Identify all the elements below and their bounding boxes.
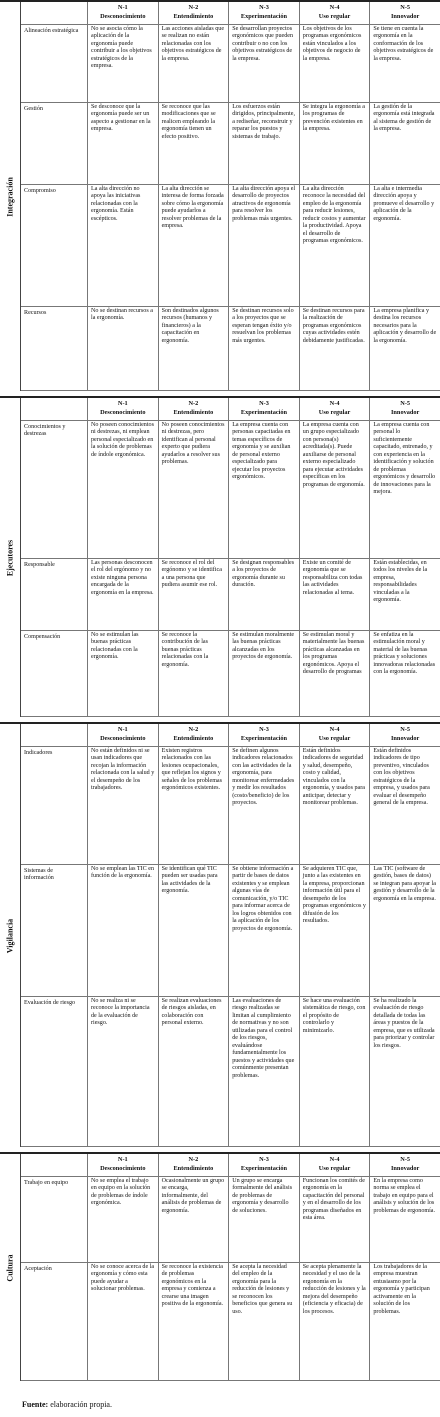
level-code: N-2: [188, 4, 199, 11]
level-description-cell: No se asocia cómo la aplicación de la ergonomía puede contribuir a los objetivos estratégicos de la empresa.: [88, 25, 159, 103]
level-code: N-1: [117, 4, 128, 11]
dimension-cell: Evaluación de riesgo: [21, 997, 88, 1147]
level-name: Innovador: [390, 408, 420, 416]
level-code: N-4: [329, 4, 340, 11]
level-description-cell: Se adquieren TIC que, junto a las existentes en la empresa, proporcionan información útil para el desempeño de los programas ergonómicos y difusión de los resultados.: [299, 865, 370, 997]
level-description-cell: Ocasionalmente un grupo se encarga, informalmente, del análisis de problemas de ergonomía.: [158, 1177, 229, 1263]
level-description-cell: Las personas desconocen el rol del ergónomo y no existe ninguna persona encargada de la ergonomía en la empresa.: [88, 559, 159, 631]
dimension-cell: Recursos: [21, 307, 88, 391]
header-blank: [21, 1154, 88, 1177]
level-header: [299, 2, 370, 25]
table-row: [21, 421, 440, 559]
level-code: N-3: [259, 4, 269, 11]
section-ejecutores: [0, 396, 440, 717]
level-name: Experimentación: [240, 408, 288, 416]
source-text: elaboración propia.: [48, 1400, 112, 1409]
level-name: Uso regular: [318, 1164, 351, 1172]
maturity-table: [20, 2, 440, 391]
level-name: Entendimiento: [173, 1164, 214, 1172]
level-header: [158, 398, 229, 421]
dimension-cell: Indicadores: [21, 747, 88, 865]
table-row: [21, 1177, 440, 1263]
level-description-cell: La empresa cuenta con un grupo especializado con persona(s) acreditada(s). Puede auxiliarse de personal externo especializado para ejecutar actividades específicas en los programas de ergonomía.: [299, 421, 370, 559]
level-header: [370, 398, 440, 421]
level-description-cell: Se destinan recursos solo a los proyectos que se esperan tengan éxito y/o resuelvan los problemas más urgentes.: [229, 307, 300, 391]
level-header: [88, 1154, 159, 1177]
level-name: Desconocimiento: [100, 1164, 146, 1172]
level-name: Experimentación: [240, 734, 288, 742]
level-code: N-3: [259, 726, 269, 733]
section-side-label: [0, 1154, 21, 1381]
level-header: [370, 724, 440, 747]
level-code: N-2: [188, 400, 199, 407]
level-code: N-2: [188, 726, 199, 733]
table-row: [21, 997, 440, 1147]
level-description-cell: Se reconoce que las modificaciones que se realicen empleando la ergonomía tienen un efecto positivo.: [158, 103, 229, 185]
level-description-cell: Se realizan evaluaciones de riesgos aisladas, en colaboración con personal externo.: [158, 997, 229, 1147]
level-description-cell: La alta dirección no apoya las iniciativas relacionadas con la ergonomía. Están escépticos.: [88, 185, 159, 307]
table-row: [21, 25, 440, 103]
level-description-cell: No poseen conocimientos ni destrezas, pero identifican al personal experto que pudiera ayudarlos a resolver sus problemas.: [158, 421, 229, 559]
level-code: N-3: [259, 1156, 269, 1163]
level-name: Desconocimiento: [100, 408, 146, 416]
level-header: [229, 398, 300, 421]
level-description-cell: Los esfuerzos están dirigidos, principalmente, a rediseñar, reconstruir y reparar los puestos y sistemas de trabajo.: [229, 103, 300, 185]
table-row: [21, 631, 440, 717]
level-header: [158, 724, 229, 747]
level-code: N-2: [188, 1156, 199, 1163]
level-description-cell: La empresa cuenta con personas capacitadas en temas específicos de ergonomía y se auxilian de personal externo especializado para ejecutar los proyectos ergonómicos.: [229, 421, 300, 559]
level-description-cell: La alta dirección reconoce la necesidad del empleo de la ergonomía para reducir lesiones, reducir costos y aumentar la productividad. Apoya el desarrollo de programas ergonómicos.: [299, 185, 370, 307]
level-name: Desconocimiento: [100, 12, 146, 20]
level-header: [158, 2, 229, 25]
level-description-cell: La alta dirección apoya el desarrollo de proyectos atractivos de ergonomía para resolver los problemas más urgentes.: [229, 185, 300, 307]
level-header: [88, 724, 159, 747]
table-row: [21, 307, 440, 391]
level-description-cell: La gestión de la ergonomía está integrada al sistema de gestión de la empresa.: [370, 103, 440, 185]
level-header: [370, 2, 440, 25]
level-description-cell: Se integra la ergonomía a los programas de prevención existentes en la empresa.: [299, 103, 370, 185]
level-description-cell: Las acciones aisladas que se realizan no están relacionadas con los objetivos estratégicos de la empresa.: [158, 25, 229, 103]
level-description-cell: Se reconoce la existencia de problemas ergonómicos en la empresa y comienza a crearse una imagen positiva de la ergonomía.: [158, 1263, 229, 1381]
level-code: N-4: [329, 1156, 340, 1163]
level-description-cell: Se desconoce que la ergonomía puede ser un aspecto a gestionar en la empresa.: [88, 103, 159, 185]
source-label: Fuente:: [22, 1400, 49, 1409]
level-header: [299, 1154, 370, 1177]
level-description-cell: Se ha realizado la evaluación de riesgo detallada de todas las áreas y puestos de la empresa, que es utilizada para priorizar y controlar los riesgos.: [370, 997, 440, 1147]
maturity-table: [20, 1154, 440, 1381]
level-description-cell: Existen registros relacionados con las lesiones ocupacionales, que reflejan los signos y señales de los problemas ergonómicos existentes.: [158, 747, 229, 865]
level-description-cell: Se acepta la necesidad del empleo de la ergonomía para la reducción de lesiones y se reconocen los beneficios que genera su uso.: [229, 1263, 300, 1381]
section-side-label: [0, 2, 21, 391]
source-note: [22, 1400, 112, 1409]
level-name: Innovador: [390, 734, 420, 742]
level-description-cell: Se obtiene información a partir de bases de datos existentes y se emplean algunas vías de comunicación, y/o TIC para informar acerca de los logros obtenidos con la aplicación de los proyectos de ergonomía.: [229, 865, 300, 997]
maturity-table: [20, 724, 440, 1147]
dimension-cell: Sistemas de información: [21, 865, 88, 997]
table-row: [21, 559, 440, 631]
level-header: [229, 724, 300, 747]
level-name: Entendimiento: [173, 734, 214, 742]
level-description-cell: No se destinan recursos a la ergonomía.: [88, 307, 159, 391]
level-description-cell: Se definen algunos indicadores relacionados con las actividades de la ergonomía, para monitorear enfermedades y medir los resultados (costo/beneficio) de los proyectos.: [229, 747, 300, 865]
section-side-label: [0, 398, 21, 717]
level-name: Innovador: [390, 1164, 420, 1172]
header-blank: [21, 2, 88, 25]
level-description-cell: Se designan responsables a los proyectos de ergonomía durante su duración.: [229, 559, 300, 631]
level-code: N-5: [400, 1156, 411, 1163]
level-code: N-1: [117, 1156, 128, 1163]
level-code: N-4: [329, 726, 340, 733]
level-name: Experimentación: [240, 12, 288, 20]
level-name: Innovador: [390, 12, 420, 20]
level-description-cell: Están establecidas, en todos los niveles de la empresa, responsabilidades vinculadas a la ergonomía.: [370, 559, 440, 631]
level-code: N-5: [400, 4, 411, 11]
level-description-cell: Las TIC (software de gestión, bases de datos) se integran para apoyar la gestión y desarrollo de la ergonomía en la empresa.: [370, 865, 440, 997]
level-description-cell: No se realiza ni se reconoce la importancia de la evaluación de riesgo.: [88, 997, 159, 1147]
level-header-row: [21, 398, 440, 421]
level-description-cell: Se destinan recursos para la realización de programas ergonómicos cuyas actividades estén debidamente justificadas.: [299, 307, 370, 391]
dimension-cell: Alineación estratégica: [21, 25, 88, 103]
level-description-cell: Están definidos indicadores de tipo preventivo, vinculados con los objetivos estratégicos de la empresa, y usados para evaluar el desempeño general de la empresa.: [370, 747, 440, 865]
level-description-cell: Un grupo se encarga formalmente del análisis de problemas de ergonomía y desarrollo de soluciones.: [229, 1177, 300, 1263]
level-description-cell: Se tiene en cuenta la ergonomía en la conformación de los objetivos estratégicos de la empresa.: [370, 25, 440, 103]
level-header: [229, 1154, 300, 1177]
level-description-cell: Se identifican qué TIC pueden ser usadas para las actividades de la ergonomía.: [158, 865, 229, 997]
level-header: [299, 724, 370, 747]
level-name: Uso regular: [318, 734, 351, 742]
level-description-cell: Están definidos indicadores de seguridad y salud, desempeño, costo y calidad, vinculados con la ergonomía, y usados para anticipar, detectar y monitorear problemas.: [299, 747, 370, 865]
level-code: N-5: [400, 400, 411, 407]
dimension-cell: Aceptación: [21, 1263, 88, 1381]
level-code: N-1: [117, 400, 128, 407]
dimension-cell: Compromiso: [21, 185, 88, 307]
dimension-cell: Gestión: [21, 103, 88, 185]
section-vigilancia: [0, 722, 440, 1147]
header-blank: [21, 398, 88, 421]
level-description-cell: No se emplean las TIC en función de la ergonomía.: [88, 865, 159, 997]
level-header-row: [21, 724, 440, 747]
level-code: N-3: [259, 400, 269, 407]
section-label: Integración: [5, 176, 15, 217]
level-name: Desconocimiento: [100, 734, 146, 742]
level-description-cell: Funcionan los comités de ergonomía en la capacitación del personal y en el desarrollo de los programas diseñados en esta área.: [299, 1177, 370, 1263]
level-description-cell: No se conoce acerca de la ergonomía y cómo esta puede ayudar a solucionar problemas.: [88, 1263, 159, 1381]
table-row: [21, 747, 440, 865]
level-description-cell: No poseen conocimientos ni destrezas, ni emplean personal especializado en la solución de problemas de índole ergonómica.: [88, 421, 159, 559]
level-header: [158, 1154, 229, 1177]
level-name: Experimentación: [240, 1164, 288, 1172]
level-description-cell: Se hace una evaluación sistemática de riesgo, con el propósito de controlarlo y minimizarlo.: [299, 997, 370, 1147]
level-description-cell: Existe un comité de ergonomía que se responsabiliza con todas las actividades relacionadas al tema.: [299, 559, 370, 631]
table-row: [21, 185, 440, 307]
dimension-cell: Trabajo en equipo: [21, 1177, 88, 1263]
level-description-cell: La empresa cuenta con personal lo suficientemente capacitado, entrenado, y con experiencia en la identificación y solución de problemas ergonómicos y desarrollo de innovaciones para la mejora.: [370, 421, 440, 559]
level-header: [299, 398, 370, 421]
dimension-cell: Responsable: [21, 559, 88, 631]
dimension-cell: Compensación: [21, 631, 88, 717]
level-name: Entendimiento: [173, 408, 214, 416]
level-description-cell: La empresa planifica y destina los recursos necesarios para la aplicación y desarrollo de la ergonomía.: [370, 307, 440, 391]
level-name: Entendimiento: [173, 12, 214, 20]
section-side-label: [0, 724, 21, 1147]
table-row: [21, 1263, 440, 1381]
maturity-table: [20, 398, 440, 717]
header-blank: [21, 724, 88, 747]
level-header-row: [21, 2, 440, 25]
section-label: Vigilancia: [5, 918, 15, 953]
level-description-cell: Los trabajadores de la empresa muestran entusiasmo por la ergonomía y participan activamente en la solución de los problemas.: [370, 1263, 440, 1381]
section-cultura: [0, 1152, 440, 1381]
level-description-cell: No se estimulan las buenas prácticas relacionadas con la ergonomía.: [88, 631, 159, 717]
level-code: N-1: [117, 726, 128, 733]
level-name: Uso regular: [318, 12, 351, 20]
level-header: [229, 2, 300, 25]
level-header: [370, 1154, 440, 1177]
level-description-cell: Se estimulan moralmente las buenas prácticas alcanzadas en los proyectos de ergonomía.: [229, 631, 300, 717]
table-row: [21, 865, 440, 997]
level-name: Uso regular: [318, 408, 351, 416]
level-code: N-5: [400, 726, 411, 733]
dimension-cell: Conocimientos y destrezas: [21, 421, 88, 559]
level-description-cell: La alta e intermedia dirección apoya y promueve el desarrollo y aplicación de la ergonomía.: [370, 185, 440, 307]
level-description-cell: Se reconoce la contribución de las buenas prácticas relacionadas con la ergonomía.: [158, 631, 229, 717]
level-description-cell: Se enfatiza en la estimulación moral y material de las buenas prácticas y soluciones innovadoras relacionadas con la ergonomía.: [370, 631, 440, 717]
section-integración: [0, 0, 440, 391]
level-description-cell: Las evaluaciones de riesgo realizadas se limitan al cumplimiento de normativas y no son utilizadas para el control de los riesgos, evaluándose fundamentalmente los puestos y actividades que comúnmente presentan problemas.: [229, 997, 300, 1147]
section-label: Ejecutores: [5, 539, 15, 576]
level-header-row: [21, 1154, 440, 1177]
level-description-cell: No están definidos ni se usan indicadores que recojan la información relacionada con la salud y el desempeño de los trabajadores.: [88, 747, 159, 865]
level-description-cell: En la empresa como norma se emplea el trabajo en equipo para el análisis y solución de los problemas de ergonomía.: [370, 1177, 440, 1263]
level-description-cell: Se estimulan moral y materialmente las buenas prácticas alcanzadas en los programas ergonómicos. Apoya el desarrollo de programas: [299, 631, 370, 717]
level-description-cell: Se reconoce el rol del ergónomo y se identifica a una persona que pudiera asumir ese rol.: [158, 559, 229, 631]
table-row: [21, 103, 440, 185]
section-label: Cultura: [5, 1253, 15, 1282]
level-description-cell: La alta dirección se interesa de forma forzada sobre cómo la ergonomía puede ayudarlos a resolver problemas de la empresa.: [158, 185, 229, 307]
level-header: [88, 2, 159, 25]
level-description-cell: Se desarrollan proyectos ergonómicos que pueden contribuir o no con los objetivos estratégicos de la empresa.: [229, 25, 300, 103]
level-description-cell: Los objetivos de los programas ergonómicos están vinculados a los objetivos de negocio de la empresa.: [299, 25, 370, 103]
level-code: N-4: [329, 400, 340, 407]
level-description-cell: Se acepta plenamente la necesidad y el uso de la ergonomía en la reducción de lesiones y la mejora del desempeño (eficiencia y eficacia) de los procesos.: [299, 1263, 370, 1381]
level-description-cell: No se emplea el trabajo en equipo en la solución de problemas de índole ergonómica.: [88, 1177, 159, 1263]
level-header: [88, 398, 159, 421]
level-description-cell: Son destinados algunos recursos (humanos y financieros) a la capacitación en ergonomía.: [158, 307, 229, 391]
